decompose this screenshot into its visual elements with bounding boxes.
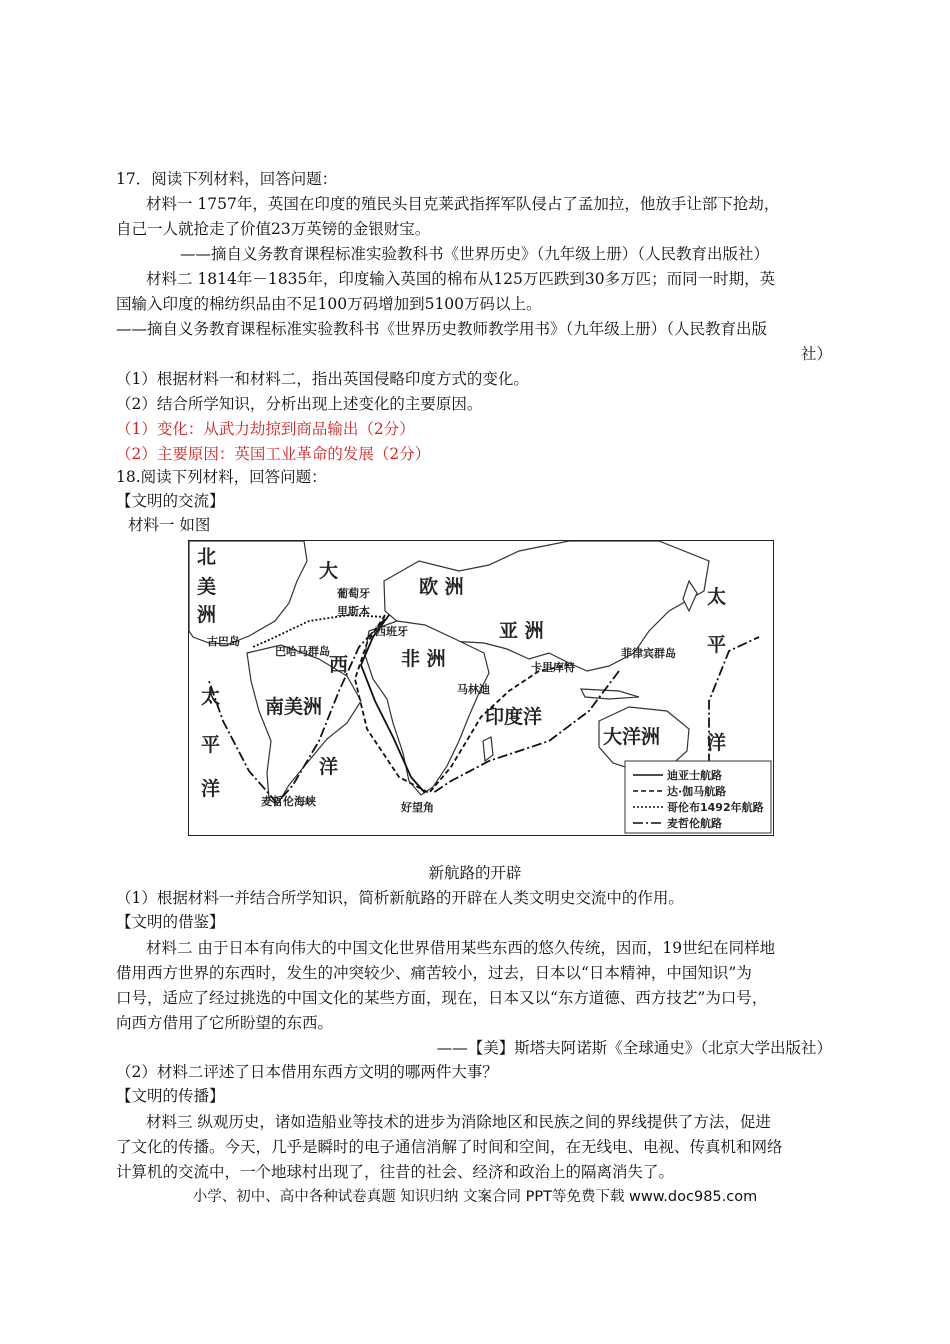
legend-magellan: 麦哲伦航路 bbox=[667, 817, 722, 830]
label-bahamas: 巴哈马群岛 bbox=[275, 645, 330, 658]
label-cape: 好望角 bbox=[401, 801, 434, 814]
page-footer: 小学、初中、高中各种试卷真题 知识归纳 文案合同 PPT等免费下载 www.doc985.com bbox=[192, 1189, 758, 1205]
map-legend bbox=[625, 761, 771, 833]
q17-title: 17．阅读下列材料，回答问题： bbox=[116, 170, 338, 188]
label-pacific-right-3: 洋 bbox=[707, 732, 727, 754]
q18-material-2-source: ——【美】斯塔夫阿诺斯《全球通史》（北京大学出版社） bbox=[436, 1039, 832, 1057]
legend-dias: 迪亚士航路 bbox=[667, 769, 722, 782]
q17-material-1-source: ——摘自义务教育课程标准实验教科书《世界历史》（九年级上册）（人民教育出版社） bbox=[180, 245, 770, 263]
label-asia: 亚 洲 bbox=[499, 620, 544, 642]
q18-material-2-line-1: 材料二 由于日本有向伟大的中国文化世界借用某些东西的悠久传统，因而，19世纪在同样地 bbox=[146, 939, 776, 957]
label-atlantic-1: 大 bbox=[319, 560, 339, 582]
label-pacific-right-1: 太 bbox=[707, 586, 727, 608]
q18-material-3-line-1: 材料三 纵观历史，诸如造船业等技术的进步为消除地区和民族之间的界线提供了方法，促进 bbox=[146, 1113, 771, 1131]
q17-material-2-source: ——摘自义务教育课程标准实验教科书《世界历史教师教学用书》（九年级上册）（人民教育出版 bbox=[116, 320, 768, 338]
q17-question-1: （1）根据材料一和材料二，指出英国侵略印度方式的变化。 bbox=[116, 370, 529, 388]
label-calicut: 卡里库特 bbox=[531, 661, 575, 674]
label-south-america: 南美洲 bbox=[265, 696, 323, 718]
label-magellan-strait: 麦哲伦海峡 bbox=[261, 795, 316, 808]
label-pacific-left-2: 平 bbox=[201, 734, 221, 756]
label-lisbon: 里斯本 bbox=[337, 605, 370, 618]
madagascar bbox=[483, 737, 493, 761]
section-spread: 【文明的传播】 bbox=[116, 1087, 225, 1105]
label-pacific-right-2: 平 bbox=[707, 634, 727, 656]
label-north-america-3: 洲 bbox=[197, 604, 217, 626]
q18-material-1-label: 材料一 如图 bbox=[128, 516, 211, 534]
label-indian-ocean: 印度洋 bbox=[485, 706, 543, 728]
label-pacific-left-1: 太 bbox=[201, 686, 221, 708]
q18-title: 18.阅读下列材料，回答问题： bbox=[116, 468, 327, 486]
q17-material-2-line-1: 材料二 1814年－1835年，印度输入英国的棉布从125万匹跌到30多万匹；而同一时期，英 bbox=[146, 270, 776, 288]
q18-question-2: （2）材料二评述了日本借用东西方文明的哪两件大事？ bbox=[116, 1063, 498, 1081]
label-spain: 西班牙 bbox=[375, 625, 408, 638]
section-borrowing: 【文明的借鉴】 bbox=[116, 913, 225, 931]
label-portugal: 葡萄牙 bbox=[337, 587, 370, 600]
map-caption: 新航路的开辟 bbox=[428, 864, 522, 882]
legend-columbus: 哥伦布1492年航路 bbox=[667, 801, 764, 814]
label-europe: 欧 洲 bbox=[419, 576, 464, 598]
q17-material-2-line-2: 国输入印度的棉纺织品由不足100万码增加到5100万码以上。 bbox=[116, 295, 542, 313]
q18-material-3-line-3: 计算机的交流中，一个地球村出现了，往昔的社会、经济和政治上的隔离消失了。 bbox=[116, 1163, 675, 1181]
label-north-america-2: 美 bbox=[197, 576, 217, 598]
label-north-america-1: 北 bbox=[197, 546, 217, 568]
legend-da-gama: 达·伽马航路 bbox=[667, 785, 727, 798]
label-malindi: 马林迪 bbox=[457, 683, 490, 696]
q17-material-1-line-2: 自己一人就抢走了价值23万英镑的金银财宝。 bbox=[116, 220, 431, 238]
q17-answer-1: （1）变化：从武力劫掠到商品输出（2分） bbox=[116, 420, 415, 438]
q18-material-2-line-3: 口号，适应了经过挑选的中国文化的某些方面，现在，日本又以“东方道德、西方技艺”为口号， bbox=[116, 989, 768, 1007]
label-pacific-left-3: 洋 bbox=[201, 778, 221, 800]
indonesia-islands bbox=[581, 689, 639, 699]
new-sea-routes-map bbox=[188, 540, 774, 836]
label-philippines: 菲律宾群岛 bbox=[621, 647, 676, 660]
q18-material-3-line-2: 了文化的传播。今天，几乎是瞬时的电子通信消解了时间和空间，在无线电、电视、传真机和网络 bbox=[116, 1138, 783, 1156]
label-atlantic-3: 洋 bbox=[319, 756, 339, 778]
label-atlantic-2: 西 bbox=[329, 654, 349, 676]
section-exchange: 【文明的交流】 bbox=[116, 492, 225, 510]
q17-answer-2: （2）主要原因：英国工业革命的发展（2分） bbox=[116, 445, 431, 463]
map-graphic bbox=[189, 541, 773, 835]
q18-question-1: （1）根据材料一并结合所学知识，简析新航路的开辟在人类文明史交流中的作用。 bbox=[116, 889, 684, 907]
label-cuba: 古巴岛 bbox=[207, 635, 240, 648]
q17-question-2: （2）结合所学知识，分析出现上述变化的主要原因。 bbox=[116, 395, 483, 413]
q18-material-2-line-4: 向西方借用了它所盼望的东西。 bbox=[116, 1014, 334, 1032]
q17-material-1-line-1: 材料一 1757年，英国在印度的殖民头目克莱武指挥军队侵占了孟加拉，他放手让部下抢劫， bbox=[146, 195, 780, 213]
label-oceania: 大洋洲 bbox=[603, 726, 661, 748]
q17-material-2-source-end: 社） bbox=[800, 345, 832, 363]
q18-material-2-line-2: 借用西方世界的东西时，发生的冲突较少、痛苦较小，过去，日本以“日本精神，中国知识”为 bbox=[116, 964, 752, 982]
label-africa: 非 洲 bbox=[401, 648, 446, 670]
